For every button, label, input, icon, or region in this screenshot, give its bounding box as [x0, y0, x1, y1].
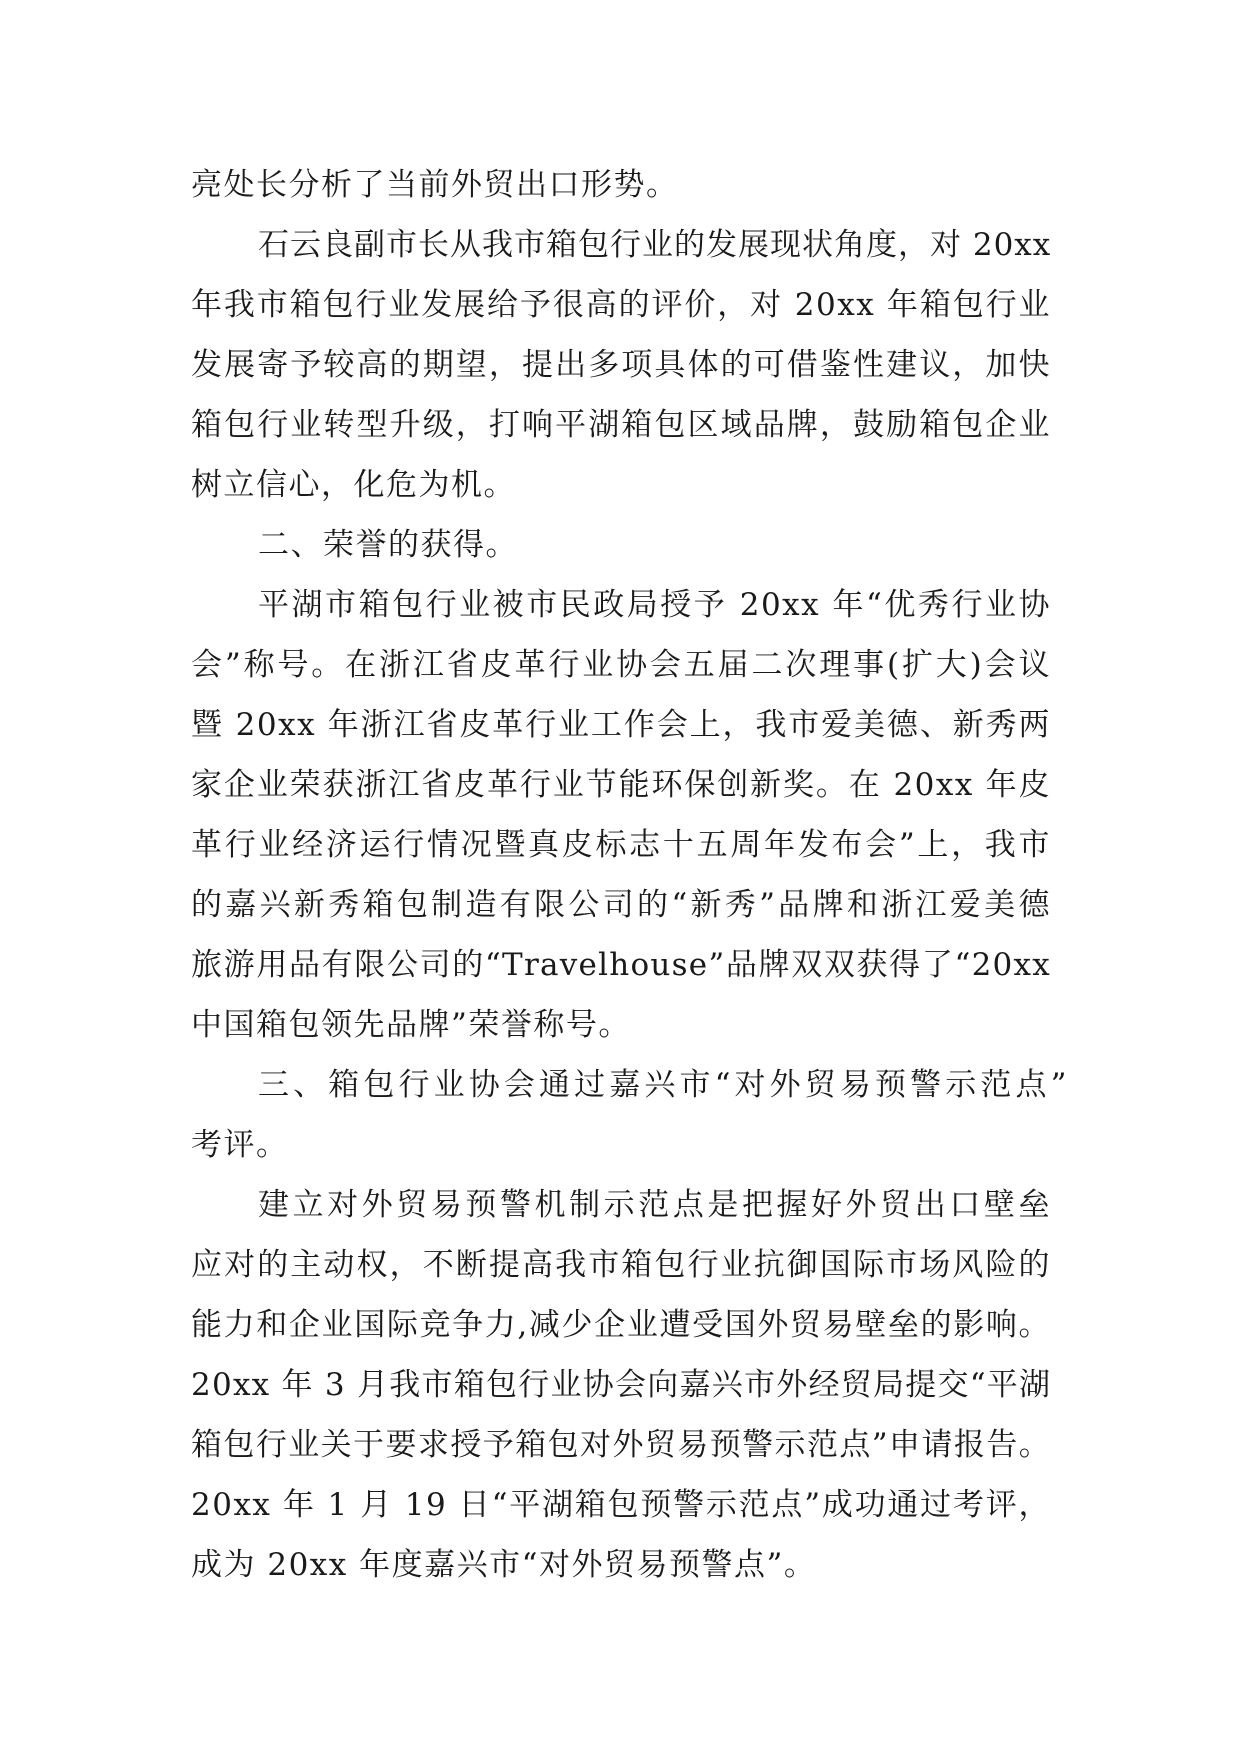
text-line: 能力和企业国际竞争力,减少企业遭受国外贸易壁垒的影响。: [191, 1307, 1051, 1343]
text-line: 的嘉兴新秀箱包制造有限公司的“新秀”品牌和浙江爱美德: [191, 887, 1051, 923]
text-line: 20xx 年 3 月我市箱包行业协会向嘉兴市外经贸局提交“平湖: [191, 1367, 1052, 1403]
text-line: 建立对外贸易预警机制示范点是把握好外贸出口壁垒: [258, 1187, 1051, 1223]
text-line: 会”称号。在浙江省皮革行业协会五届二次理事(扩大)会议: [191, 647, 1051, 683]
text-line: 成为 20xx 年度嘉兴市“对外贸易预警点”。: [191, 1547, 817, 1583]
text-line: 革行业经济运行情况暨真皮标志十五周年发布会”上，我市: [191, 827, 1051, 863]
text-line: 发展寄予较高的期望，提出多项具体的可借鉴性建议，加快: [191, 347, 1051, 383]
section-heading: 三、箱包行业协会通过嘉兴市“对外贸易预警示范点”: [258, 1067, 1068, 1103]
text-line: 旅游用品有限公司的“Travelhouse”品牌双双获得了“20xx: [191, 947, 1051, 983]
text-line: 箱包行业关于要求授予箱包对外贸易预警示范点”申请报告。: [191, 1427, 1051, 1463]
text-line: 平湖市箱包行业被市民政局授予 20xx 年“优秀行业协: [258, 587, 1051, 623]
text-line: 中国箱包领先品牌”荣誉称号。: [191, 1007, 631, 1043]
text-line: 家企业荣获浙江省皮革行业节能环保创新奖。在 20xx 年皮: [191, 767, 1051, 803]
text-line: 应对的主动权，不断提高我市箱包行业抗御国际市场风险的: [191, 1247, 1051, 1283]
text-line: 亮处长分析了当前外贸出口形势。: [191, 167, 679, 203]
text-line: 树立信心，化危为机。: [191, 467, 516, 503]
text-line: 20xx 年 1 月 19 日“平湖箱包预警示范点”成功通过考评，: [191, 1487, 1051, 1523]
text-line: 石云良副市长从我市箱包行业的发展现状角度，对 20xx: [258, 227, 1052, 263]
text-line: 暨 20xx 年浙江省皮革行业工作会上，我市爱美德、新秀两: [191, 707, 1051, 743]
text-line: 箱包行业转型升级，打响平湖箱包区域品牌，鼓励箱包企业: [191, 407, 1051, 443]
section-heading: 二、荣誉的获得。: [258, 527, 518, 563]
text-line: 年我市箱包行业发展给予很高的评价，对 20xx 年箱包行业: [191, 287, 1051, 323]
text-line: 考评。: [191, 1127, 289, 1163]
